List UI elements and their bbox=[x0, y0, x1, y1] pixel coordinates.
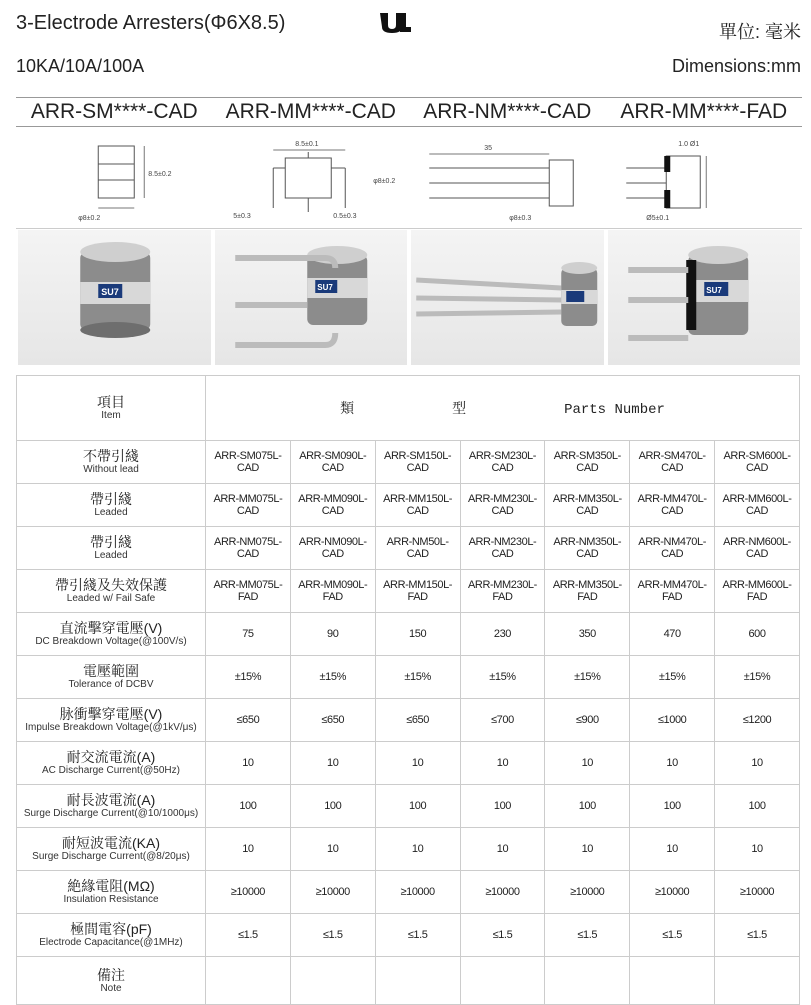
row-label-cell bbox=[17, 871, 206, 914]
table-row bbox=[17, 828, 800, 871]
table-cell: ARR-NM090L-CAD bbox=[290, 527, 375, 570]
table-cell: ARR-MM075L-FAD bbox=[206, 570, 291, 613]
row-label-cell bbox=[17, 570, 206, 613]
table-cell: ARR-SM600L-CAD bbox=[715, 441, 800, 484]
table-cell: ≥10000 bbox=[545, 871, 630, 914]
row-label-en: Electrode Capacitance(@1MHz) bbox=[39, 937, 183, 948]
row-label-en: Surge Discharge Current(@10/1000μs) bbox=[23, 808, 199, 819]
row-label-zh: 帶引綫 bbox=[90, 491, 132, 507]
table-cell: ±15% bbox=[375, 656, 460, 699]
table-row bbox=[17, 570, 800, 613]
table-cell: 10 bbox=[460, 742, 545, 785]
row-label-cell bbox=[17, 742, 206, 785]
row-label-cell bbox=[17, 828, 206, 871]
table-cell: 10 bbox=[375, 742, 460, 785]
table-cell bbox=[290, 957, 375, 1005]
table-cell: 100 bbox=[290, 785, 375, 828]
table-row bbox=[17, 484, 800, 527]
table-cell: ±15% bbox=[460, 656, 545, 699]
dim-label: φ8±0.2 bbox=[372, 178, 395, 185]
table-cell: ARR-MM600L-CAD bbox=[715, 484, 800, 527]
table-cell: ARR-MM230L-CAD bbox=[460, 484, 545, 527]
table-cell: 10 bbox=[206, 742, 291, 785]
table-cell: 230 bbox=[460, 613, 545, 656]
table-cell: ARR-NM230L-CAD bbox=[460, 527, 545, 570]
table-row bbox=[17, 957, 800, 1005]
item-header-cell bbox=[17, 376, 206, 441]
row-label-en: Surge Discharge Current(@8/20μs) bbox=[32, 851, 190, 862]
dimension-drawings-row bbox=[16, 128, 802, 229]
row-label-zh: 耐長波電流(A) bbox=[66, 792, 156, 808]
dim-label: 8.5±0.2 bbox=[148, 171, 172, 178]
row-label-zh: 極間電容(pF) bbox=[70, 921, 152, 937]
product-photos-row bbox=[16, 230, 802, 365]
table-cell: ARR-SM090L-CAD bbox=[290, 441, 375, 484]
row-label-zh: 電壓範圍 bbox=[83, 663, 139, 679]
table-cell: ARR-SM470L-CAD bbox=[630, 441, 715, 484]
table-cell: 600 bbox=[715, 613, 800, 656]
table-cell: ±15% bbox=[206, 656, 291, 699]
table-cell: 10 bbox=[545, 828, 630, 871]
model-name: ARR-SM****-CAD bbox=[30, 100, 198, 123]
table-cell: ≤1.5 bbox=[460, 914, 545, 957]
row-label-en: Tolerance of DCBV bbox=[68, 679, 154, 690]
table-row bbox=[17, 613, 800, 656]
row-label-en: AC Discharge Current(@50Hz) bbox=[42, 765, 180, 776]
table-row bbox=[17, 527, 800, 570]
table-cell: ≥10000 bbox=[290, 871, 375, 914]
table-cell: 75 bbox=[206, 613, 291, 656]
table-cell: ARR-MM230L-FAD bbox=[460, 570, 545, 613]
item-label-zh: 項目 bbox=[97, 394, 125, 410]
rating-subtitle: 10KA/10A/100A bbox=[16, 56, 145, 76]
table-cell: 10 bbox=[545, 742, 630, 785]
table-cell: 100 bbox=[375, 785, 460, 828]
table-cell: ARR-MM075L-CAD bbox=[206, 484, 291, 527]
table-cell: ≤650 bbox=[290, 699, 375, 742]
table-cell: ARR-MM090L-CAD bbox=[290, 484, 375, 527]
parts-header-zh: 型 bbox=[452, 400, 469, 416]
table-cell: ARR-MM470L-CAD bbox=[630, 484, 715, 527]
item-label-en: Item bbox=[101, 410, 121, 421]
table-cell: ±15% bbox=[715, 656, 800, 699]
brand-logo: SU7 bbox=[101, 287, 119, 297]
drawing-sm bbox=[16, 128, 213, 228]
dim-label: φ8±0.2 bbox=[78, 215, 101, 222]
row-label-zh: 帶引綫 bbox=[90, 534, 132, 550]
arrester-image bbox=[608, 230, 801, 365]
table-cell bbox=[375, 957, 460, 1005]
table-cell: ARR-SM350L-CAD bbox=[545, 441, 630, 484]
row-label-en: Leaded w/ Fail Safe bbox=[66, 593, 156, 604]
table-cell: ARR-NM350L-CAD bbox=[545, 527, 630, 570]
table-row bbox=[17, 785, 800, 828]
dim-label: 8.5±0.1 bbox=[294, 141, 319, 148]
table-cell: ARR-MM470L-FAD bbox=[630, 570, 715, 613]
dim-label: Ø5±0.1 bbox=[645, 215, 669, 222]
table-cell: ARR-MM150L-CAD bbox=[375, 484, 460, 527]
table-cell: 100 bbox=[206, 785, 291, 828]
row-label-cell bbox=[17, 914, 206, 957]
table-header-row bbox=[17, 376, 800, 441]
table-cell: ≤1.5 bbox=[715, 914, 800, 957]
row-label-en: Impulse Breakdown Voltage(@1kV/μs) bbox=[25, 722, 197, 733]
table-cell: ARR-MM350L-FAD bbox=[545, 570, 630, 613]
table-cell: ±15% bbox=[545, 656, 630, 699]
table-cell: 100 bbox=[460, 785, 545, 828]
table-cell: 10 bbox=[206, 828, 291, 871]
row-label-zh: 帶引綫及失效保護 bbox=[55, 577, 167, 593]
row-label-en: Leaded bbox=[94, 507, 128, 518]
table-cell: 90 bbox=[290, 613, 375, 656]
table-cell: 100 bbox=[715, 785, 800, 828]
row-label-cell bbox=[17, 613, 206, 656]
table-row bbox=[17, 441, 800, 484]
row-label-cell bbox=[17, 656, 206, 699]
table-cell bbox=[460, 957, 545, 1005]
table-cell: ±15% bbox=[290, 656, 375, 699]
table-cell: 350 bbox=[545, 613, 630, 656]
row-label-cell bbox=[17, 441, 206, 484]
table-cell: ARR-NM470L-CAD bbox=[630, 527, 715, 570]
table-cell bbox=[715, 957, 800, 1005]
dim-label: 5±0.3 bbox=[232, 213, 251, 220]
table-cell: ARR-SM230L-CAD bbox=[460, 441, 545, 484]
table-cell: ≤1.5 bbox=[290, 914, 375, 957]
table-cell: 10 bbox=[290, 742, 375, 785]
table-cell: 10 bbox=[630, 742, 715, 785]
table-cell: 10 bbox=[460, 828, 545, 871]
row-label-zh: 絶緣電阻(MΩ) bbox=[67, 878, 155, 894]
table-cell: ≤1.5 bbox=[630, 914, 715, 957]
row-label-cell bbox=[17, 484, 206, 527]
row-label-en: DC Breakdown Voltage(@100V/s) bbox=[35, 636, 187, 647]
model-name: ARR-NM****-CAD bbox=[423, 100, 592, 123]
table-row bbox=[17, 742, 800, 785]
model-name: ARR-MM****-CAD bbox=[225, 100, 396, 123]
table-cell: ±15% bbox=[630, 656, 715, 699]
table-cell: 10 bbox=[630, 828, 715, 871]
unit-label: 單位: 毫米 bbox=[718, 22, 801, 42]
dimension-drawing bbox=[606, 128, 803, 228]
table-cell: 10 bbox=[715, 828, 800, 871]
table-cell bbox=[206, 957, 291, 1005]
table-cell: ≤900 bbox=[545, 699, 630, 742]
dim-label: 1.0 Ø1 bbox=[677, 141, 699, 148]
table-cell: ≤1.5 bbox=[375, 914, 460, 957]
row-label-cell bbox=[17, 785, 206, 828]
photo-mm bbox=[215, 230, 408, 365]
table-cell: 10 bbox=[375, 828, 460, 871]
table-cell: ≤1.5 bbox=[545, 914, 630, 957]
table-cell: ≤1.5 bbox=[206, 914, 291, 957]
brand-logo: SU7 bbox=[705, 286, 722, 295]
table-cell: ≥10000 bbox=[715, 871, 800, 914]
row-label-en: Note bbox=[100, 982, 122, 994]
row-label-zh: 不帶引綫 bbox=[83, 448, 139, 464]
dim-label: φ8±0.3 bbox=[509, 215, 532, 222]
table-row bbox=[17, 656, 800, 699]
row-label-en: Leaded bbox=[94, 550, 128, 561]
drawing-mm-fad bbox=[606, 128, 803, 228]
drawing-nm bbox=[409, 128, 606, 228]
row-label-en: Insulation Resistance bbox=[63, 894, 159, 905]
table-cell: ARR-MM600L-FAD bbox=[715, 570, 800, 613]
table-cell: ≥10000 bbox=[630, 871, 715, 914]
table-cell: ≤650 bbox=[206, 699, 291, 742]
ul-certification-logo bbox=[378, 10, 412, 34]
photo-nm bbox=[411, 230, 604, 365]
table-cell bbox=[630, 957, 715, 1005]
row-label-cell bbox=[17, 957, 206, 1005]
row-label-zh: 耐交流電流(A) bbox=[66, 749, 156, 765]
dimension-drawing bbox=[409, 128, 606, 228]
row-label-cell bbox=[17, 699, 206, 742]
table-cell: 10 bbox=[715, 742, 800, 785]
dimensions-label: Dimensions:mm bbox=[671, 56, 801, 76]
row-label-zh: 備注 bbox=[97, 966, 125, 983]
row-label-zh: 直流擊穿電壓(V) bbox=[59, 620, 163, 636]
table-cell: ARR-NM075L-CAD bbox=[206, 527, 291, 570]
table-cell: ARR-SM150L-CAD bbox=[375, 441, 460, 484]
table-cell: 470 bbox=[630, 613, 715, 656]
table-row bbox=[17, 871, 800, 914]
dim-label: 35 bbox=[484, 145, 493, 152]
table-cell: ≥10000 bbox=[460, 871, 545, 914]
table-cell bbox=[545, 957, 630, 1005]
photo-sm bbox=[18, 230, 211, 365]
table-cell: 10 bbox=[290, 828, 375, 871]
table-cell: ≤1000 bbox=[630, 699, 715, 742]
brand-logo: SU7 bbox=[316, 283, 333, 292]
table-cell: ≤700 bbox=[460, 699, 545, 742]
table-cell: ARR-MM090L-FAD bbox=[290, 570, 375, 613]
photo-mm-fad bbox=[608, 230, 801, 365]
drawing-mm bbox=[213, 128, 410, 228]
row-label-zh: 脉衝擊穿電壓(V) bbox=[59, 706, 163, 722]
dimension-drawing bbox=[213, 128, 410, 228]
table-cell: ARR-MM350L-CAD bbox=[545, 484, 630, 527]
table-cell: ARR-SM075L-CAD bbox=[206, 441, 291, 484]
row-label-zh: 耐短波電流(KA) bbox=[62, 835, 160, 851]
table-row bbox=[17, 914, 800, 957]
row-label-en: Without lead bbox=[83, 464, 139, 475]
table-cell: ARR-NM50L-CAD bbox=[375, 527, 460, 570]
dimension-drawing bbox=[16, 128, 213, 228]
table-cell: 100 bbox=[545, 785, 630, 828]
dim-label: 0.5±0.3 bbox=[332, 213, 357, 220]
spec-table bbox=[16, 375, 800, 1005]
parts-header-zh: 類 bbox=[340, 400, 357, 416]
model-name: ARR-MM****-FAD bbox=[620, 100, 788, 123]
page-title: 3-Electrode Arresters(Φ6X8.5) bbox=[16, 12, 286, 34]
table-cell: ≥10000 bbox=[206, 871, 291, 914]
arrester-image bbox=[411, 230, 604, 365]
table-cell: ≤650 bbox=[375, 699, 460, 742]
arrester-image bbox=[215, 230, 408, 365]
table-row bbox=[17, 699, 800, 742]
table-cell: ≤1200 bbox=[715, 699, 800, 742]
arrester-image bbox=[18, 230, 211, 365]
model-names-row bbox=[16, 97, 802, 127]
row-label-cell bbox=[17, 527, 206, 570]
table-cell: ARR-NM600L-CAD bbox=[715, 527, 800, 570]
parts-number-header bbox=[206, 376, 800, 441]
table-cell: 150 bbox=[375, 613, 460, 656]
table-cell: 100 bbox=[630, 785, 715, 828]
table-cell: ARR-MM150L-FAD bbox=[375, 570, 460, 613]
table-cell: ≥10000 bbox=[375, 871, 460, 914]
parts-header-en: Parts Number bbox=[564, 402, 665, 418]
